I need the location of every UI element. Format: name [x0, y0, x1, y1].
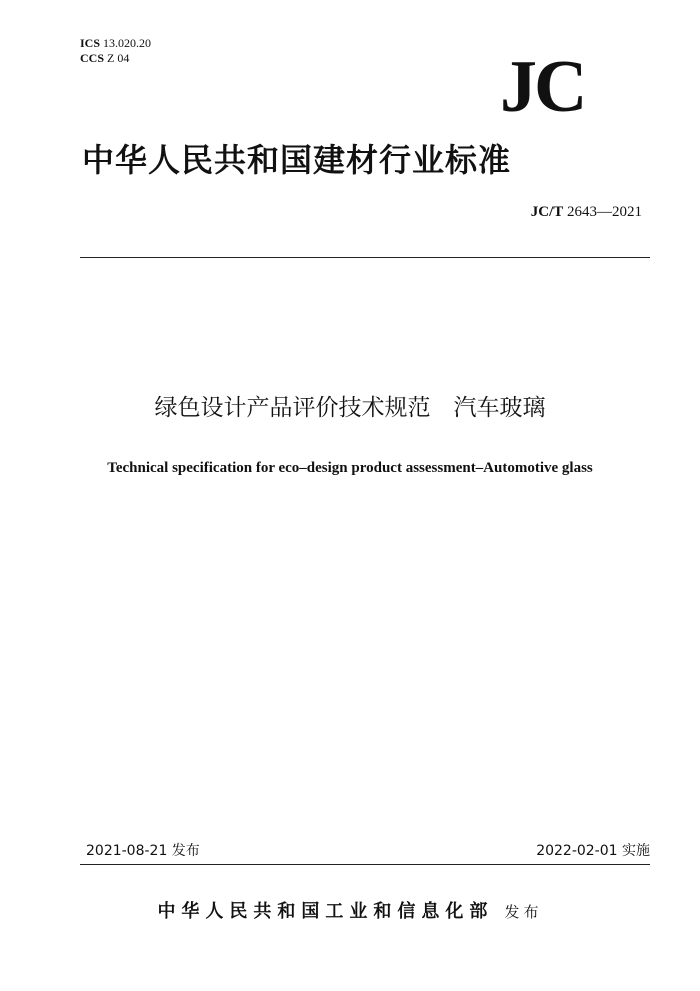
- issuer-name: 中华人民共和国工业和信息化部: [157, 901, 494, 922]
- organization-title: 中华人民共和国建材行业标准: [82, 141, 512, 179]
- ccs-label: CCS: [80, 51, 105, 65]
- standard-code: JC/T: [530, 204, 564, 220]
- issuer-action: 发布: [504, 903, 543, 921]
- implementation-date: 2022-02-01 实施: [536, 843, 650, 859]
- standard-number-value: 2643—2021: [567, 204, 642, 220]
- ccs-code: [80, 51, 151, 66]
- jc-logo: JC: [500, 46, 585, 128]
- ccs-value: Z 04: [107, 51, 130, 65]
- header-divider: [80, 257, 650, 258]
- issue-date: 2021-08-21 发布: [86, 843, 200, 859]
- ics-value: 13.020.20: [103, 36, 152, 50]
- standard-number: [531, 204, 642, 221]
- chinese-title: 绿色设计产品评价技术规范 汽车玻璃: [154, 395, 546, 421]
- ics-code: [80, 36, 151, 51]
- footer-divider: [80, 864, 650, 865]
- ics-label: ICS: [80, 36, 101, 50]
- english-title: Technical specification for eco–design product assessment–Automotive glass: [107, 460, 593, 476]
- issuer: [0, 897, 700, 923]
- classification-codes: [80, 36, 151, 66]
